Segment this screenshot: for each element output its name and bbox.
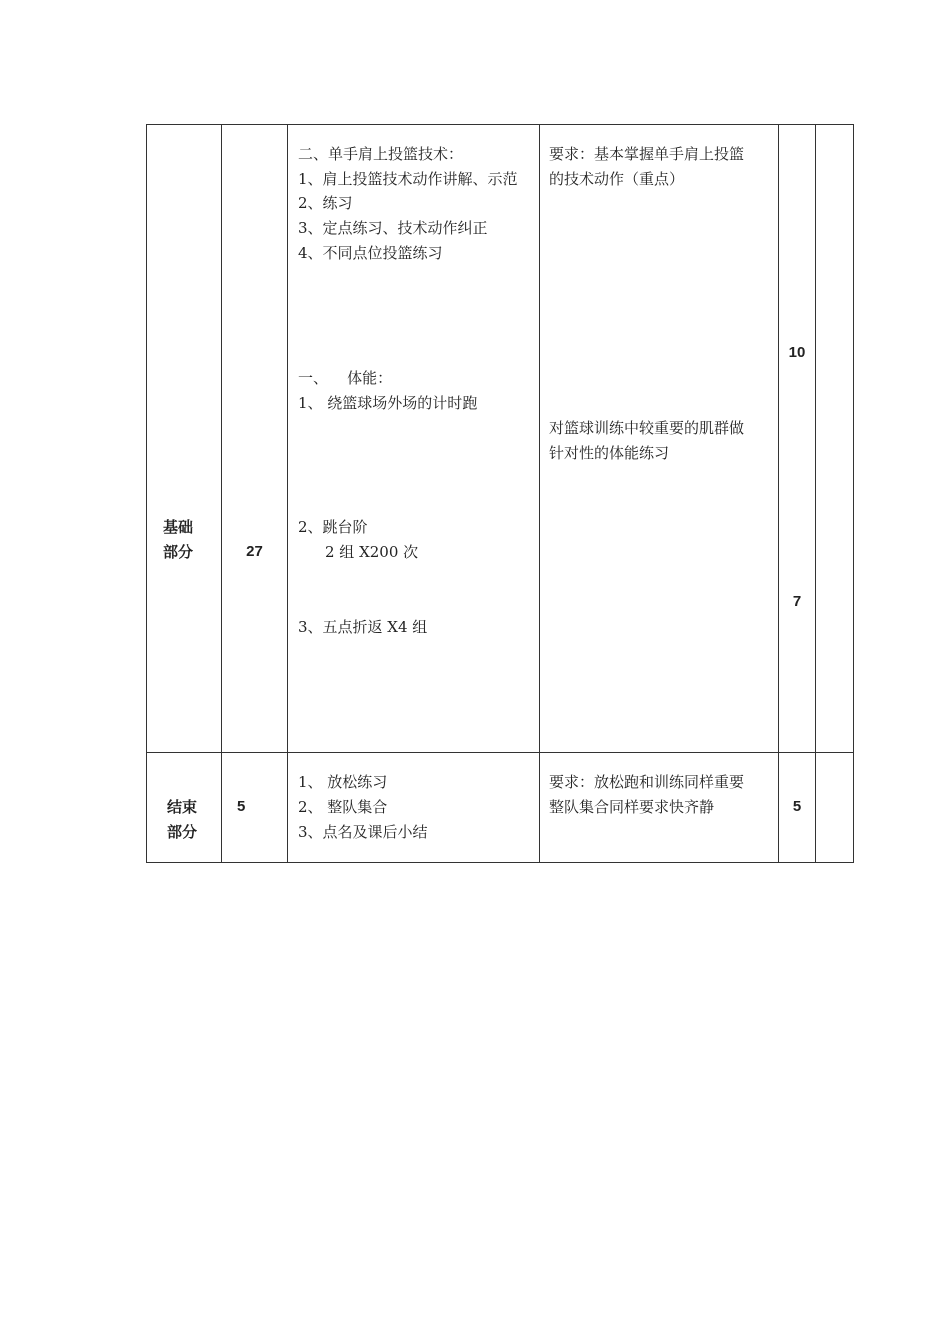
- ending-requirement: 要求：放松跑和训练同样重要: [549, 773, 745, 791]
- ending-section-label-1: 结束: [167, 799, 198, 816]
- shooting-heading: 二、单手肩上投篮技术：: [298, 145, 464, 163]
- table-border-top: [146, 124, 854, 125]
- ending-item: 3、点名及课后小结: [298, 823, 428, 841]
- basic-time: 27: [246, 543, 263, 560]
- ending-item: 2、 整队集合: [298, 798, 388, 816]
- column-divider: [287, 124, 288, 863]
- shooting-item: 2、练习: [298, 194, 353, 212]
- shooting-item: 3、定点练习、技术动作纠正: [298, 219, 488, 237]
- shooting-item: 1、肩上投篮技术动作讲解、示范: [298, 170, 518, 188]
- column-divider: [778, 124, 779, 863]
- basic-section-label-2: 部分: [163, 544, 194, 561]
- ending-count: 5: [792, 798, 802, 815]
- row-divider: [146, 752, 854, 753]
- shooting-item: 4、不同点位投篮练习: [298, 244, 443, 262]
- step-detail: 2 组 X200 次: [325, 543, 419, 561]
- basic-section-label-1: 基础: [163, 519, 194, 536]
- shooting-requirement: 的技术动作（重点）: [549, 170, 685, 188]
- count-value: 7: [792, 593, 802, 610]
- shuttle-item: 3、五点折返 X4 组: [298, 618, 428, 636]
- shooting-requirement: 要求：基本掌握单手肩上投篮: [549, 145, 745, 163]
- table-border-bottom: [146, 862, 854, 863]
- table-border-left: [146, 124, 147, 863]
- column-divider: [221, 124, 222, 863]
- fitness-requirement: 针对性的体能练习: [549, 444, 670, 462]
- fitness-heading: 一、 体能：: [298, 369, 393, 387]
- ending-item: 1、 放松练习: [298, 773, 388, 791]
- column-divider: [815, 124, 816, 863]
- count-value: 10: [788, 344, 806, 361]
- fitness-item: 1、 绕篮球场外场的计时跑: [298, 394, 478, 412]
- ending-requirement: 整队集合同样要求快齐静: [549, 798, 715, 816]
- step-item: 2、跳台阶: [298, 518, 368, 536]
- ending-time: 5: [237, 798, 246, 815]
- column-divider: [539, 124, 540, 863]
- fitness-requirement: 对篮球训练中较重要的肌群做: [549, 419, 745, 437]
- table-border-right: [853, 124, 854, 863]
- ending-section-label-2: 部分: [167, 824, 198, 841]
